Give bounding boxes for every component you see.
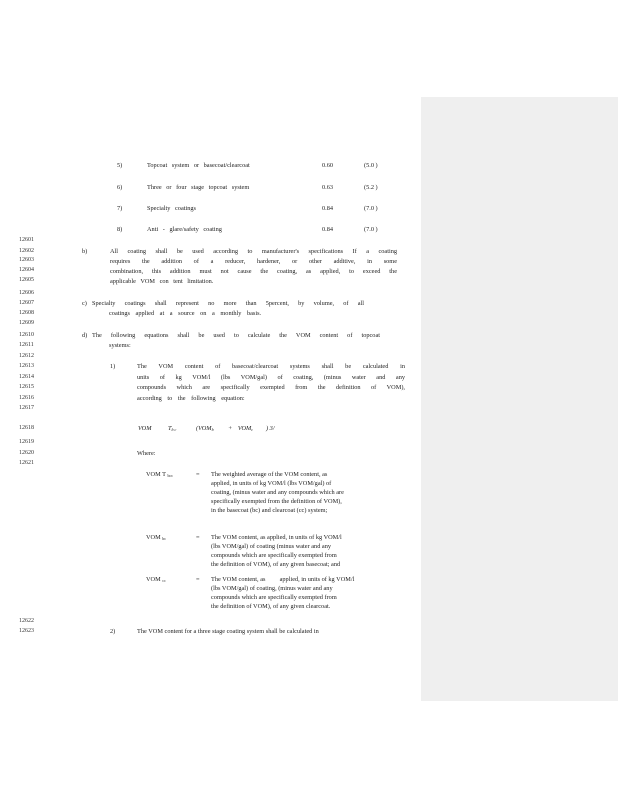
line-number: 12614 (19, 374, 34, 380)
para-d-label: d) (82, 332, 88, 339)
para-line: The VOM content of basecoat/clearcoat systems shall be calculated in (137, 363, 405, 370)
equation-end: ) 3/ (266, 425, 275, 432)
line-number: 12607 (19, 300, 34, 306)
limit-paren: (5.2 ) (364, 184, 378, 191)
coating-name: Three or four stage topcoat system (147, 184, 250, 191)
definition-line: The VOM content, as applied, in units of kg VOM/l (211, 534, 342, 541)
comment-pane (421, 97, 618, 701)
line-number: 12621 (19, 460, 34, 466)
line-number: 12610 (19, 332, 34, 338)
where-label: Where: (137, 450, 156, 457)
definition-equals: = (196, 576, 200, 583)
item-2-text: The VOM content for a three stage coating system shall be calculated in (137, 628, 319, 635)
para-line: units of kg VOM/l (lbs VOM/gal) of coating, (minus water and any (137, 373, 405, 381)
line-number: 12609 (19, 320, 34, 326)
definition-line: the definition of VOM), of any given clearcoat. (211, 603, 331, 610)
line-number: 12616 (19, 395, 34, 401)
definition-line: specifically exempted from the definition of VOM), (211, 498, 342, 505)
limit-value: 0.63 (322, 184, 334, 191)
line-number: 12612 (19, 353, 34, 359)
definition-line: (lbs VOM/gal) of coating, (minus water and any (211, 585, 333, 592)
para-line: combination, this addition must not cause the coating, as applied, to exceed the (110, 268, 397, 275)
limit-paren: (7.0 ) (364, 226, 378, 233)
row-number: 8) (117, 226, 123, 233)
line-number: 12605 (19, 277, 34, 283)
line-number: 12601 (19, 237, 34, 243)
limit-value: 0.60 (322, 162, 334, 169)
para-line: requires the addition of a reducer, hardener, or other additive, in some (110, 258, 397, 265)
line-number: 12620 (19, 450, 34, 456)
definition-text (211, 471, 391, 516)
line-number: 12623 (19, 628, 34, 634)
coating-name: Topcoat system or basecoat/clearcoat (147, 162, 250, 169)
definition-line: The VOM content, as applied, in units of kg VOM/l (211, 576, 355, 583)
definition-line: (lbs VOM/gal) of coating (minus water and any (211, 543, 332, 550)
limit-value: 0.84 (322, 205, 334, 212)
line-number: 12604 (19, 267, 34, 273)
limit-value: 0.84 (322, 226, 334, 233)
definition-line: compounds which are specifically exempted from (211, 552, 337, 559)
para-line: compounds which are specifically exempted from the definition of VOM), (137, 384, 405, 391)
para-c-label: c) (82, 300, 87, 307)
definition-text (211, 534, 391, 570)
para-c (92, 300, 364, 320)
coating-name: Anti - glare/safety coating (147, 226, 222, 233)
para-b (110, 248, 397, 288)
para-line: Specialty coatings shall represent no more than 5percent, by volume, of all (92, 300, 364, 307)
item-1 (137, 363, 405, 405)
limit-paren: (5.0 ) (364, 162, 378, 169)
para-line: according to the following equation: (137, 394, 245, 402)
definition-line: coating, (minus water and any compounds which are (211, 489, 344, 496)
row-number: 6) (117, 184, 123, 191)
para-line: systems: (109, 342, 131, 349)
definition-line: the definition of VOM), of any given basecoat; and (211, 561, 341, 568)
definition-equals: = (196, 534, 200, 541)
line-number: 12622 (19, 618, 34, 624)
para-line: applicable VOM con tent limitation. (110, 278, 214, 285)
para-line: The following equations shall be used to calculate the VOM content of topcoat (92, 332, 380, 339)
row-number: 7) (117, 205, 123, 212)
definition-term: VOM T $_{bcc}$ (146, 471, 174, 478)
definition-line: The weighted average of the VOM content, as (211, 471, 328, 478)
line-number: 12603 (19, 257, 34, 263)
line-number: 12602 (19, 248, 34, 254)
definition-term: VOM $_{bc}$ (146, 534, 167, 541)
para-line: All coating shall be used according to manufacturer's specifications If a coating (110, 248, 397, 255)
line-number: 12618 (19, 425, 34, 431)
line-number: 12606 (19, 290, 34, 296)
coating-name: Specialty coatings (147, 205, 196, 212)
definition-text (211, 576, 391, 612)
equation-t: $T_{b c}$ (168, 425, 177, 432)
line-number: 12611 (19, 342, 34, 348)
line-number: 12613 (19, 363, 34, 369)
line-number: 12608 (19, 310, 34, 316)
equation-vom-c: + $VOM_c$ (228, 425, 254, 432)
para-b-label: b) (82, 248, 88, 255)
line-number: 12615 (19, 384, 34, 390)
definition-line: in the basecoat (bc) and clearcoat (cc) system; (211, 507, 328, 514)
definition-line: applied, in units of kg VOM/l (lbs VOM/gal) of (211, 480, 332, 487)
definition-line: compounds which are specifically exempted from (211, 594, 337, 601)
definition-equals: = (196, 471, 200, 478)
item-1-label: 1) (110, 363, 116, 370)
equation-lhs: VOM (138, 425, 152, 432)
line-number: 12617 (19, 405, 34, 411)
item-2-label: 2) (110, 628, 116, 635)
line-number: 12619 (19, 439, 34, 445)
para-d (92, 332, 380, 352)
para-line: coatings applied at a source on a monthly basis. (109, 310, 262, 317)
definition-term: VOM $_{cc}$ (146, 576, 166, 583)
limit-paren: (7.0 ) (364, 205, 378, 212)
equation-vom-b: ($VOM_b$ (196, 425, 214, 432)
row-number: 5) (117, 162, 123, 169)
